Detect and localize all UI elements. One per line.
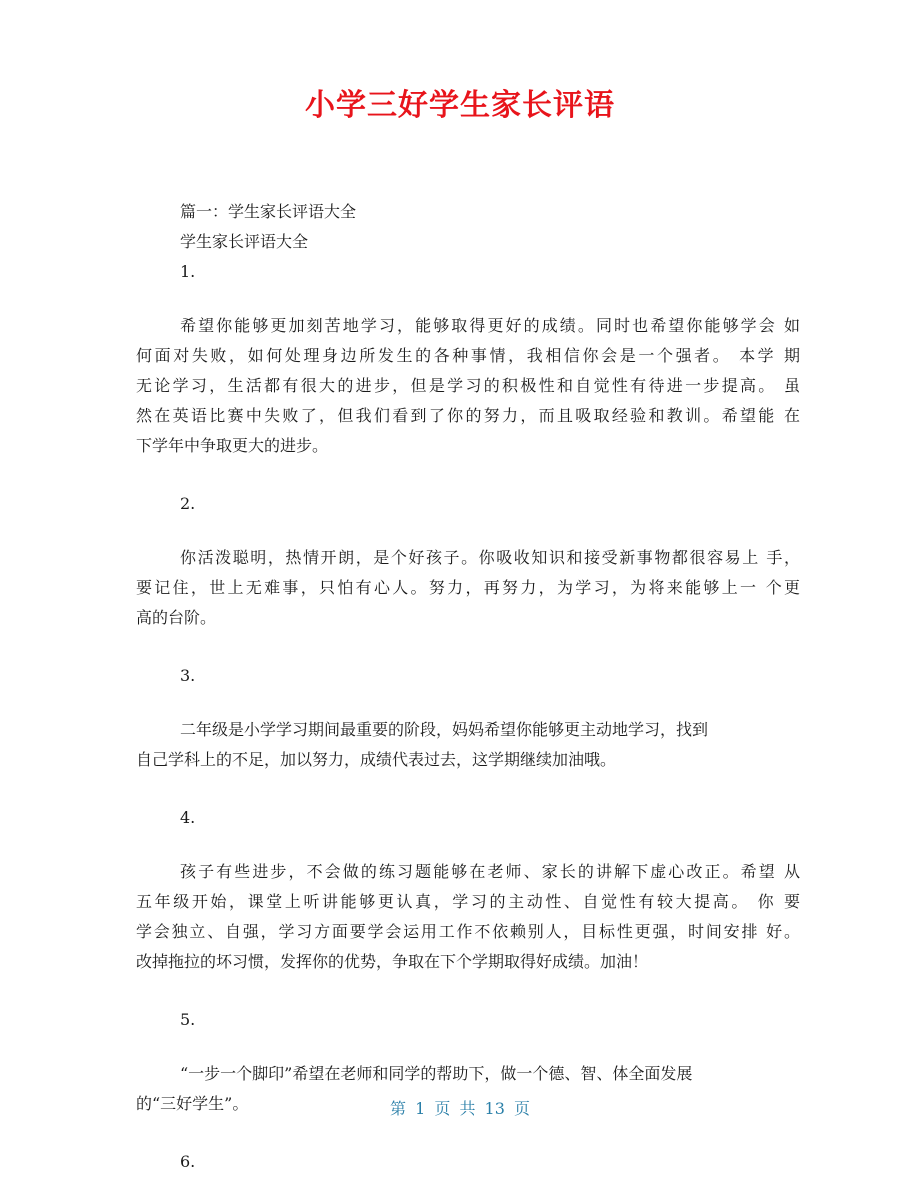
paragraph-line: 改掉拖拉的坏习惯，发挥你的优势，争取在下个学期取得好成绩。加油！ xyxy=(136,952,649,971)
paragraph-line: 孩子有些进步，不会做的练习题能够在老师、家长的讲解下虚心改正。希望 从 xyxy=(180,862,800,881)
item-number: 4. xyxy=(180,808,196,827)
paragraph-line: 自己学科上的不足，加以努力，成绩代表过去，这学期继续加油哦。 xyxy=(136,750,617,769)
section-heading: 篇一：学生家长评语大全 xyxy=(180,202,357,221)
item-number: 6. xyxy=(180,1152,196,1171)
item-number: 5. xyxy=(180,1010,196,1029)
item-paragraph xyxy=(136,543,800,633)
item-number: 2. xyxy=(180,494,196,513)
item-number: 1. xyxy=(180,262,196,281)
item-paragraph xyxy=(136,857,800,977)
paragraph-line: 学会独立、自强，学习方面要学会运用工作不依赖别人，目标性更强，时间安排 好。 xyxy=(136,922,800,941)
document-title: 小学三好学生家长评语 xyxy=(305,88,615,123)
item-paragraph xyxy=(136,715,800,775)
paragraph-line: 下学年中争取更大的进步。 xyxy=(136,436,329,455)
page-footer: 第 1 页 共 13 页 xyxy=(390,1099,530,1118)
subheading: 学生家长评语大全 xyxy=(180,232,309,251)
paragraph-line: 五年级开始，课堂上听讲能够更认真，学习的主动性、自觉性有较大提高。 你 要 xyxy=(136,892,800,911)
paragraph-line: 二年级是小学学习期间最重要的阶段，妈妈希望你能够更主动地学习，找到 xyxy=(180,720,709,739)
paragraph-line: 然在英语比赛中失败了，但我们看到了你的努力，而且吸取经验和教训。希望能 在 xyxy=(136,406,800,425)
paragraph-line: 无论学习，生活都有很大的进步，但是学习的积极性和自觉性有待进一步提高。 虽 xyxy=(136,376,800,395)
item-paragraph xyxy=(136,311,800,461)
paragraph-line: 何面对失败，如何处理身边所发生的各种事情，我相信你会是一个强者。 本学 期 xyxy=(136,346,800,365)
paragraph-line: 的“三好学生”。 xyxy=(136,1094,249,1113)
paragraph-line: 要记住，世上无难事，只怕有心人。努力，再努力，为学习，为将来能够上一 个更 xyxy=(136,578,800,597)
paragraph-line: “一步一个脚印”希望在老师和同学的帮助下，做一个德、智、体全面发展 xyxy=(180,1064,693,1083)
paragraph-line: 希望你能够更加刻苦地学习，能够取得更好的成绩。同时也希望你能够学会 如 xyxy=(180,316,800,335)
paragraph-line: 高的台阶。 xyxy=(136,608,217,627)
paragraph-line: 你活泼聪明，热情开朗，是个好孩子。你吸收知识和接受新事物都很容易上 手， xyxy=(180,548,800,567)
item-number: 3. xyxy=(180,666,196,685)
document-body xyxy=(136,197,800,1177)
